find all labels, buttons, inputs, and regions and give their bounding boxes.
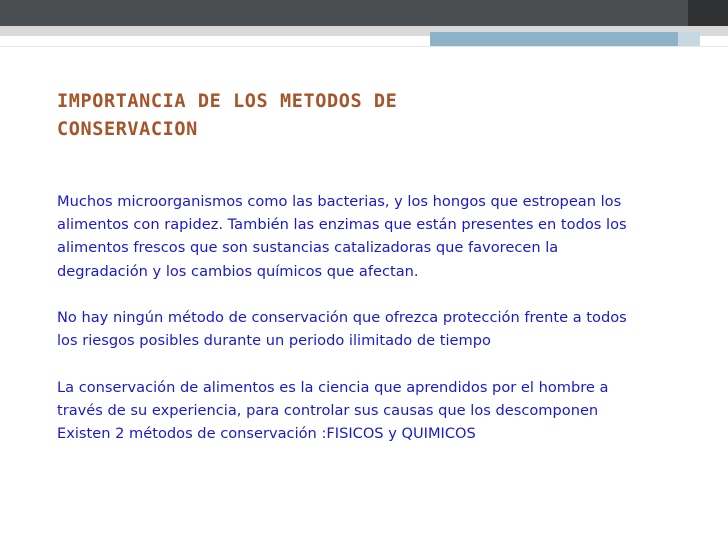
body-line: Muchos microorganismos como las bacterias, y los hongos que estropean los xyxy=(57,193,622,210)
body-line: alimentos frescos que son sustancias catalizadoras que favorecen la xyxy=(57,239,559,257)
body-line: los riesgos posibles durante un periodo ilimitado de tiempo xyxy=(57,332,491,350)
header-band-corner xyxy=(688,0,728,26)
body-line: degradación y los cambios químicos que afectan. xyxy=(57,262,419,280)
body-line: No hay ningún método de conservación que ofrezca protección frente a todos xyxy=(57,309,627,326)
header-accent-bar xyxy=(430,32,700,46)
body-line: través de su experiencia, para controlar sus causas que los descomponen xyxy=(57,401,599,419)
slide-title-line: CONSERVACION xyxy=(57,119,198,140)
slide-body xyxy=(57,190,697,445)
body-line: Existen 2 métodos de conservación :FISICOS y QUIMICOS xyxy=(57,425,476,442)
header-divider xyxy=(0,46,728,47)
slide-title xyxy=(57,88,677,144)
paragraph-microorganisms xyxy=(57,190,697,283)
header-band xyxy=(0,0,728,26)
body-line: alimentos con rapidez. También las enzimas que están presentes en todos los xyxy=(57,216,627,234)
paragraph-no-method xyxy=(57,306,697,352)
slide-title-line: IMPORTANCIA DE LOS METODOS DE xyxy=(57,91,398,112)
paragraph-conservation-science xyxy=(57,376,697,446)
body-line: La conservación de alimentos es la ciencia que aprendidos por el hombre a xyxy=(57,378,609,396)
